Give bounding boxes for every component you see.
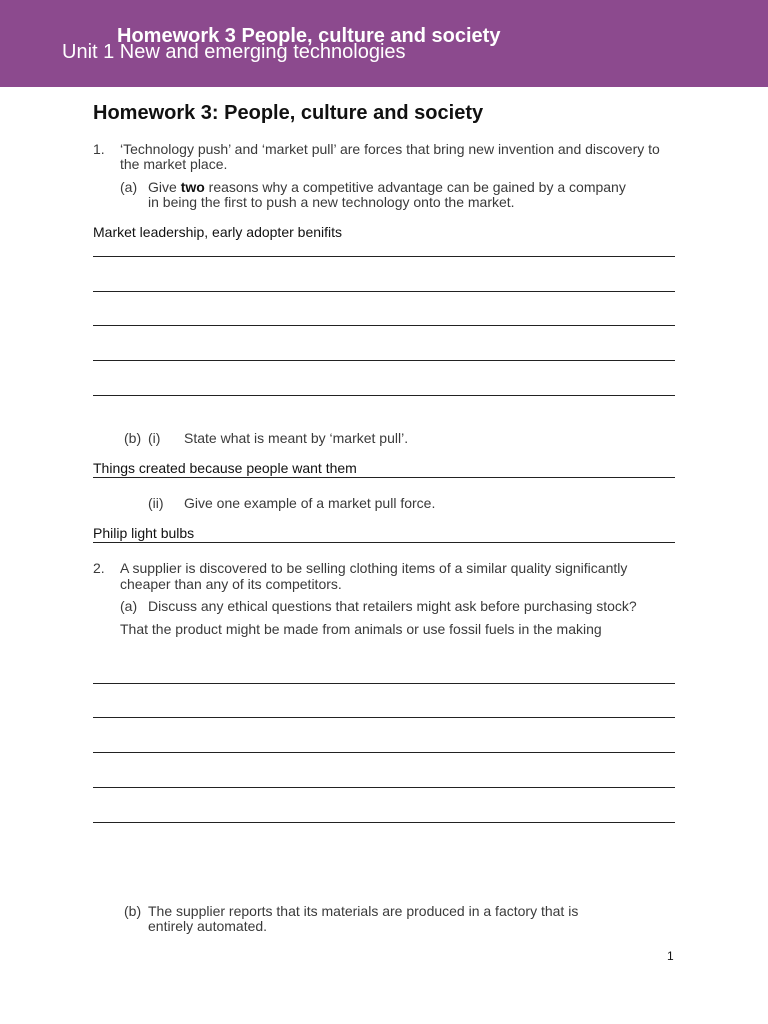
q1bi-answer[interactable]: Things created because people want them	[93, 460, 357, 476]
header-subtitle: Unit 1 New and emerging technologies	[62, 41, 406, 63]
q1a-text-line1	[148, 179, 626, 195]
q1a-text-line2: in being the first to push a new technology onto the market.	[148, 194, 515, 210]
q2a-text: Discuss any ethical questions that retailers might ask before purchasing stock?	[148, 598, 637, 614]
q1a-post: reasons why a competitive advantage can be gained by a company	[204, 179, 626, 195]
answer-line	[93, 325, 675, 326]
answer-line	[93, 395, 675, 396]
answer-line	[93, 787, 675, 788]
q1a-answer[interactable]: Market leadership, early adopter benifits	[93, 224, 343, 240]
q1-text-line2: the market place.	[120, 156, 228, 172]
q1a-pre: Give	[148, 179, 181, 195]
answer-line	[93, 542, 675, 543]
q2-text-line1: A supplier is discovered to be selling clothing items of a similar quality significantly	[120, 560, 628, 576]
answer-line	[93, 477, 675, 478]
answer-line	[93, 822, 675, 823]
q2b-text-line2: entirely automated.	[148, 918, 268, 934]
q1a-label: (a)	[120, 179, 138, 195]
q2-text-line2: cheaper than any of its competitors.	[120, 576, 342, 592]
page-title: Homework 3: People, culture and society	[93, 102, 484, 124]
q1-number: 1.	[93, 141, 105, 157]
q1a-bold: two	[180, 179, 205, 195]
q1bi-text: State what is meant by ‘market pull’.	[184, 430, 409, 446]
answer-line	[93, 360, 675, 361]
page-number: 1	[667, 949, 674, 963]
q1bii-label: (ii)	[148, 495, 164, 511]
q2a-answer[interactable]: That the product might be made from animals or use fossil fuels in the making	[120, 621, 602, 637]
q1bii-answer[interactable]: Philip light bulbs	[93, 525, 195, 541]
header-banner	[0, 0, 768, 87]
q2b-label: (b)	[124, 903, 142, 919]
q1bii-text: Give one example of a market pull force.	[184, 495, 436, 511]
answer-line	[93, 291, 675, 292]
q2-number: 2.	[93, 560, 105, 576]
q1bi-label: (i)	[148, 430, 161, 446]
q2b-text-line1: The supplier reports that its materials are produced in a factory that is	[148, 903, 579, 919]
answer-line	[93, 683, 675, 684]
q2a-label: (a)	[120, 598, 138, 614]
answer-line	[93, 717, 675, 718]
answer-line	[93, 256, 675, 257]
q1b-label: (b)	[124, 430, 142, 446]
answer-line	[93, 752, 675, 753]
header-title: Homework 3 People, culture and society	[117, 25, 501, 47]
q1-text-line1: ‘Technology push’ and ‘market pull’ are forces that bring new invention and discovery to	[120, 141, 660, 157]
